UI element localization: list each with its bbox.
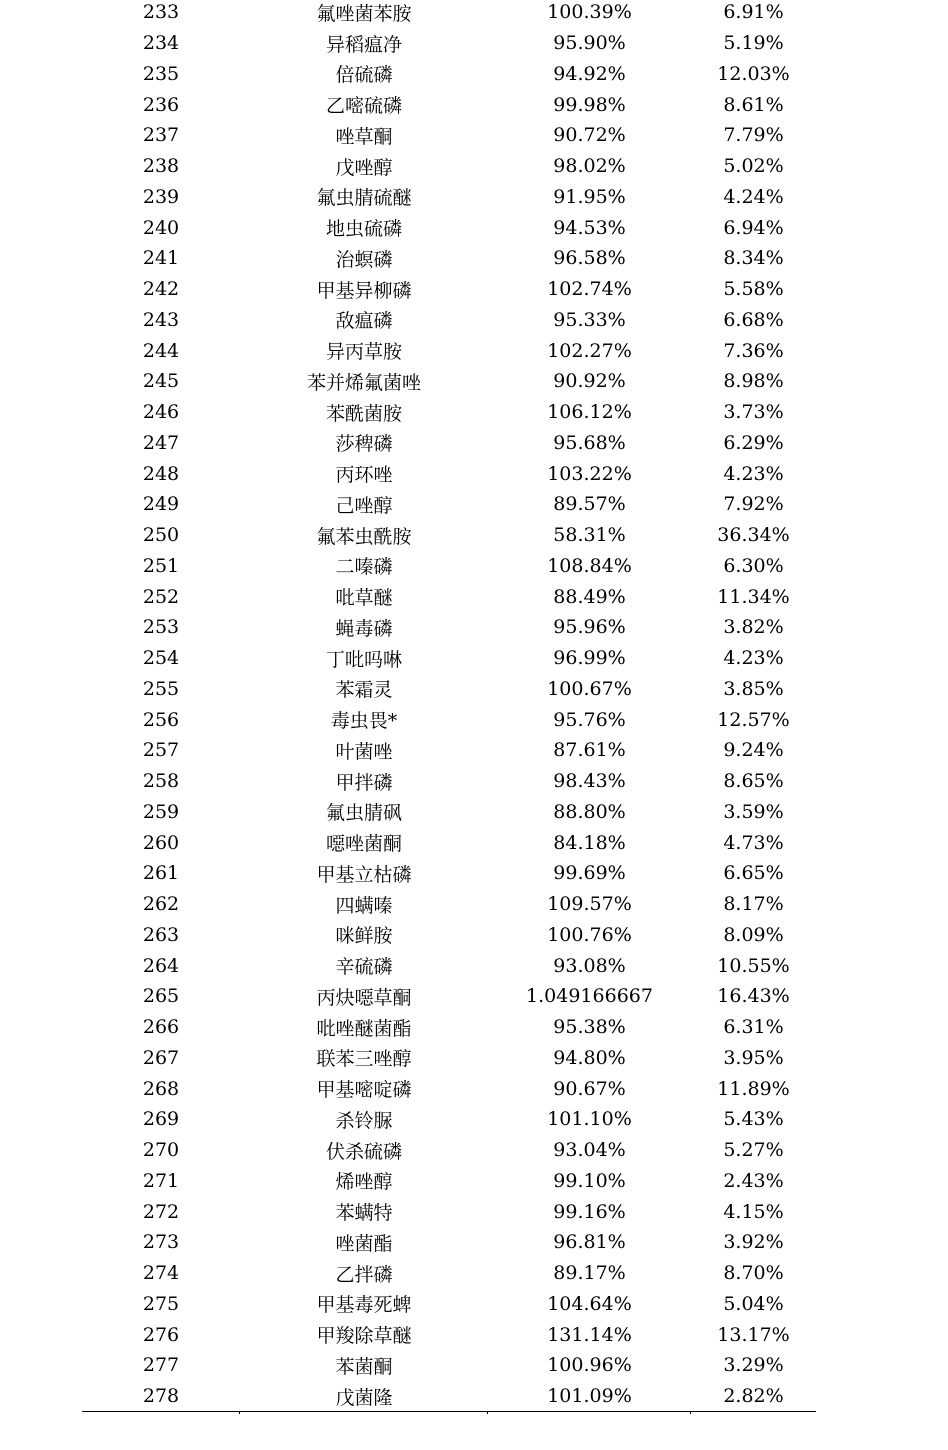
table-row	[82, 1258, 816, 1289]
row-number: 270	[142, 1139, 180, 1162]
table-bottom-rule	[82, 1411, 816, 1412]
recovery-value: 98.43%	[553, 770, 626, 793]
pesticide-name: 噁唑菌酮	[325, 833, 402, 856]
recovery-value: 99.16%	[553, 1200, 626, 1223]
pesticide-name: 吡草醚	[335, 587, 393, 610]
pesticide-name: 戊菌隆	[335, 1386, 393, 1409]
recovery-value: 101.09%	[547, 1385, 632, 1408]
rsd-value: 4.24%	[723, 185, 784, 208]
rsd-value: 3.82%	[723, 616, 784, 639]
recovery-value: 100.67%	[547, 677, 632, 700]
pesticide-name: 氟虫腈砜	[325, 802, 402, 825]
table-row	[82, 797, 816, 828]
rsd-value: 3.92%	[723, 1231, 784, 1254]
table-row	[82, 89, 816, 120]
pesticide-name: 甲基立枯磷	[316, 863, 412, 886]
rsd-value: 8.61%	[723, 93, 784, 116]
table-row	[82, 59, 816, 90]
column-divider-tick	[239, 1411, 240, 1414]
recovery-value: 95.90%	[553, 32, 626, 55]
recovery-value: 100.96%	[547, 1354, 632, 1377]
row-number: 243	[142, 308, 180, 331]
row-number: 248	[142, 462, 180, 485]
rsd-value: 7.79%	[723, 124, 784, 147]
row-number: 237	[142, 124, 180, 147]
recovery-value: 95.76%	[553, 708, 626, 731]
rsd-value: 8.98%	[723, 370, 784, 393]
row-number: 246	[142, 401, 180, 424]
recovery-value: 90.72%	[553, 124, 626, 147]
rsd-value: 2.43%	[723, 1169, 784, 1192]
rsd-value: 3.29%	[723, 1354, 784, 1377]
rsd-value: 5.27%	[723, 1139, 784, 1162]
rsd-value: 6.91%	[723, 1, 784, 24]
row-number: 235	[142, 62, 180, 85]
rsd-value: 7.36%	[723, 339, 784, 362]
rsd-value: 12.03%	[717, 62, 790, 85]
row-number: 245	[142, 370, 180, 393]
pesticide-name: 吡唑醚菌酯	[316, 1017, 412, 1040]
recovery-value: 94.53%	[553, 216, 626, 239]
table-row	[82, 950, 816, 981]
row-number: 260	[142, 831, 180, 854]
row-number: 268	[142, 1077, 180, 1100]
recovery-value: 58.31%	[553, 524, 626, 547]
table-row	[82, 1073, 816, 1104]
rsd-value: 4.73%	[723, 831, 784, 854]
pesticide-name: 蝇毒磷	[335, 617, 393, 640]
pesticide-name: 甲基嘧啶磷	[316, 1079, 412, 1102]
rsd-value: 7.92%	[723, 493, 784, 516]
table-row	[82, 458, 816, 489]
table-row	[82, 1381, 816, 1412]
row-number: 259	[142, 800, 180, 823]
rsd-value: 2.82%	[723, 1385, 784, 1408]
pesticide-name: 戊唑醇	[335, 156, 393, 179]
rsd-value: 4.15%	[723, 1200, 784, 1223]
recovery-value: 94.80%	[553, 1046, 626, 1069]
pesticide-name: 咪鲜胺	[335, 925, 393, 948]
rsd-value: 6.29%	[723, 431, 784, 454]
table-row	[82, 735, 816, 766]
table-row	[82, 120, 816, 151]
rsd-value: 3.73%	[723, 401, 784, 424]
pesticide-name: 己唑醇	[335, 494, 393, 517]
row-number: 252	[142, 585, 180, 608]
table-row	[82, 889, 816, 920]
pesticide-name: 唑菌酯	[335, 1232, 393, 1255]
row-number: 257	[142, 739, 180, 762]
row-number: 261	[142, 862, 180, 885]
rsd-value: 6.68%	[723, 308, 784, 331]
row-number: 247	[142, 431, 180, 454]
row-number: 263	[142, 923, 180, 946]
recovery-value: 131.14%	[547, 1323, 632, 1346]
table-row	[82, 643, 816, 674]
pesticide-name: 氟虫腈硫醚	[316, 187, 412, 210]
recovery-value: 84.18%	[553, 831, 626, 854]
recovery-value: 90.67%	[553, 1077, 626, 1100]
pesticide-name: 异稻瘟净	[325, 33, 402, 56]
table-row	[82, 1135, 816, 1166]
row-number: 266	[142, 1016, 180, 1039]
table-row	[82, 212, 816, 243]
data-table	[82, 0, 816, 1412]
table-row	[82, 397, 816, 428]
row-number: 277	[142, 1354, 180, 1377]
table-row	[82, 274, 816, 305]
row-number: 242	[142, 278, 180, 301]
row-number: 240	[142, 216, 180, 239]
recovery-value: 95.68%	[553, 431, 626, 454]
pesticide-name: 苯并烯氟菌唑	[306, 371, 421, 394]
recovery-value: 87.61%	[553, 739, 626, 762]
recovery-value: 94.92%	[553, 62, 626, 85]
rsd-value: 4.23%	[723, 462, 784, 485]
row-number: 256	[142, 708, 180, 731]
pesticide-name: 莎稗磷	[335, 433, 393, 456]
rsd-value: 11.89%	[717, 1077, 790, 1100]
pesticide-name: 唑草酮	[335, 125, 393, 148]
pesticide-name: 氟唑菌苯胺	[316, 2, 412, 25]
row-number: 238	[142, 155, 180, 178]
rsd-value: 5.02%	[723, 155, 784, 178]
row-number: 234	[142, 32, 180, 55]
table-row	[82, 243, 816, 274]
recovery-value: 96.58%	[553, 247, 626, 270]
row-number: 273	[142, 1231, 180, 1254]
table-row	[82, 1043, 816, 1074]
row-number: 251	[142, 554, 180, 577]
row-number: 267	[142, 1046, 180, 1069]
recovery-value: 98.02%	[553, 155, 626, 178]
recovery-value: 93.04%	[553, 1139, 626, 1162]
recovery-value: 89.17%	[553, 1262, 626, 1285]
pesticide-name: 甲羧除草醚	[316, 1325, 412, 1348]
pesticide-name: 毒虫畏*	[330, 710, 398, 733]
column-divider-tick	[487, 1411, 488, 1414]
rsd-value: 9.24%	[723, 739, 784, 762]
rsd-value: 4.23%	[723, 647, 784, 670]
recovery-value: 96.81%	[553, 1231, 626, 1254]
rsd-value: 8.09%	[723, 923, 784, 946]
recovery-value: 102.74%	[547, 278, 632, 301]
row-number: 253	[142, 616, 180, 639]
recovery-value: 93.08%	[553, 954, 626, 977]
pesticide-name: 治螟磷	[335, 248, 393, 271]
table-row	[82, 0, 816, 28]
pesticide-name: 苯菌酮	[335, 1355, 393, 1378]
row-number: 264	[142, 954, 180, 977]
rsd-value: 8.65%	[723, 770, 784, 793]
pesticide-name: 甲基异柳磷	[316, 279, 412, 302]
rsd-value: 12.57%	[717, 708, 790, 731]
row-number: 262	[142, 893, 180, 916]
rsd-value: 5.19%	[723, 32, 784, 55]
row-number: 258	[142, 770, 180, 793]
pesticide-name: 四螨嗪	[335, 894, 393, 917]
table-row	[82, 305, 816, 336]
rsd-value: 11.34%	[717, 585, 790, 608]
table-row	[82, 858, 816, 889]
rsd-value: 5.43%	[723, 1108, 784, 1131]
recovery-value: 101.10%	[547, 1108, 632, 1131]
row-number: 239	[142, 185, 180, 208]
pesticide-name: 辛硫磷	[335, 956, 393, 979]
row-number: 272	[142, 1200, 180, 1223]
table-row	[82, 1166, 816, 1197]
table-row	[82, 1350, 816, 1381]
recovery-value: 88.80%	[553, 800, 626, 823]
pesticide-name: 乙嘧硫磷	[325, 95, 402, 118]
pesticide-name: 烯唑醇	[335, 1171, 393, 1194]
row-number: 254	[142, 647, 180, 670]
row-number: 269	[142, 1108, 180, 1131]
pesticide-name: 敌瘟磷	[335, 310, 393, 333]
row-number: 233	[142, 1, 180, 24]
pesticide-name: 丁吡吗啉	[325, 648, 402, 671]
pesticide-name: 甲拌磷	[335, 771, 393, 794]
table-row	[82, 1289, 816, 1320]
table-row	[82, 28, 816, 59]
column-divider-tick	[690, 1411, 691, 1414]
pesticide-name: 苯螨特	[335, 1202, 393, 1225]
recovery-value: 99.10%	[553, 1169, 626, 1192]
table-row	[82, 335, 816, 366]
rsd-value: 10.55%	[717, 954, 790, 977]
pesticide-name: 倍硫磷	[335, 64, 393, 87]
table-row	[82, 766, 816, 797]
rsd-value: 6.65%	[723, 862, 784, 885]
table-row	[82, 827, 816, 858]
rsd-value: 5.04%	[723, 1292, 784, 1315]
rsd-value: 3.59%	[723, 800, 784, 823]
row-number: 265	[142, 985, 180, 1008]
pesticide-name: 苯酰菌胺	[325, 402, 402, 425]
recovery-value: 90.92%	[553, 370, 626, 393]
recovery-value: 109.57%	[547, 893, 632, 916]
pesticide-name: 丙炔噁草酮	[316, 986, 412, 1009]
rsd-value: 8.17%	[723, 893, 784, 916]
recovery-value: 96.99%	[553, 647, 626, 670]
row-number: 274	[142, 1262, 180, 1285]
rsd-value: 6.30%	[723, 554, 784, 577]
rsd-value: 3.95%	[723, 1046, 784, 1069]
pesticide-name: 二嗪磷	[335, 556, 393, 579]
pesticide-name: 丙环唑	[335, 464, 393, 487]
rsd-value: 36.34%	[717, 524, 790, 547]
row-number: 236	[142, 93, 180, 116]
table-row	[82, 1012, 816, 1043]
recovery-value: 91.95%	[553, 185, 626, 208]
row-number: 255	[142, 677, 180, 700]
table-row	[82, 182, 816, 213]
recovery-value: 99.69%	[553, 862, 626, 885]
pesticide-name: 甲基毒死蜱	[316, 1294, 412, 1317]
row-number: 244	[142, 339, 180, 362]
pesticide-name: 异丙草胺	[325, 341, 402, 364]
table-row	[82, 151, 816, 182]
rsd-value: 6.94%	[723, 216, 784, 239]
row-number: 278	[142, 1385, 180, 1408]
row-number: 250	[142, 524, 180, 547]
row-number: 241	[142, 247, 180, 270]
rsd-value: 13.17%	[717, 1323, 790, 1346]
table-row	[82, 981, 816, 1012]
recovery-value: 95.38%	[553, 1016, 626, 1039]
table-row	[82, 551, 816, 582]
recovery-value: 100.39%	[547, 1, 632, 24]
row-number: 271	[142, 1169, 180, 1192]
table-row	[82, 520, 816, 551]
recovery-value: 88.49%	[553, 585, 626, 608]
row-number: 249	[142, 493, 180, 516]
recovery-value: 104.64%	[547, 1292, 632, 1315]
pesticide-name: 氟苯虫酰胺	[316, 525, 412, 548]
recovery-value: 103.22%	[547, 462, 632, 485]
table-row	[82, 428, 816, 459]
table-row	[82, 581, 816, 612]
pesticide-name: 地虫硫磷	[325, 218, 402, 241]
table-row	[82, 704, 816, 735]
recovery-value: 99.98%	[553, 93, 626, 116]
pesticide-name: 乙拌磷	[335, 1263, 393, 1286]
table-row	[82, 1227, 816, 1258]
table-row	[82, 489, 816, 520]
rsd-value: 3.85%	[723, 677, 784, 700]
rsd-value: 8.34%	[723, 247, 784, 270]
table-row	[82, 1196, 816, 1227]
pesticide-name: 杀铃脲	[335, 1109, 393, 1132]
rsd-value: 8.70%	[723, 1262, 784, 1285]
table-row	[82, 1104, 816, 1135]
table-row	[82, 1319, 816, 1350]
table-row	[82, 920, 816, 951]
recovery-value: 95.33%	[553, 308, 626, 331]
recovery-value: 1.049166667	[526, 985, 653, 1008]
rsd-value: 6.31%	[723, 1016, 784, 1039]
table-row	[82, 612, 816, 643]
recovery-value: 89.57%	[553, 493, 626, 516]
rsd-value: 16.43%	[717, 985, 790, 1008]
table-row	[82, 674, 816, 705]
recovery-value: 102.27%	[547, 339, 632, 362]
pesticide-name: 苯霜灵	[335, 679, 393, 702]
pesticide-name: 伏杀硫磷	[325, 1140, 402, 1163]
recovery-value: 100.76%	[547, 923, 632, 946]
rsd-value: 5.58%	[723, 278, 784, 301]
pesticide-name: 叶菌唑	[335, 740, 393, 763]
row-number: 276	[142, 1323, 180, 1346]
recovery-value: 95.96%	[553, 616, 626, 639]
recovery-value: 108.84%	[547, 554, 632, 577]
pesticide-name: 联苯三唑醇	[316, 1048, 412, 1071]
table-row	[82, 366, 816, 397]
recovery-value: 106.12%	[547, 401, 632, 424]
row-number: 275	[142, 1292, 180, 1315]
